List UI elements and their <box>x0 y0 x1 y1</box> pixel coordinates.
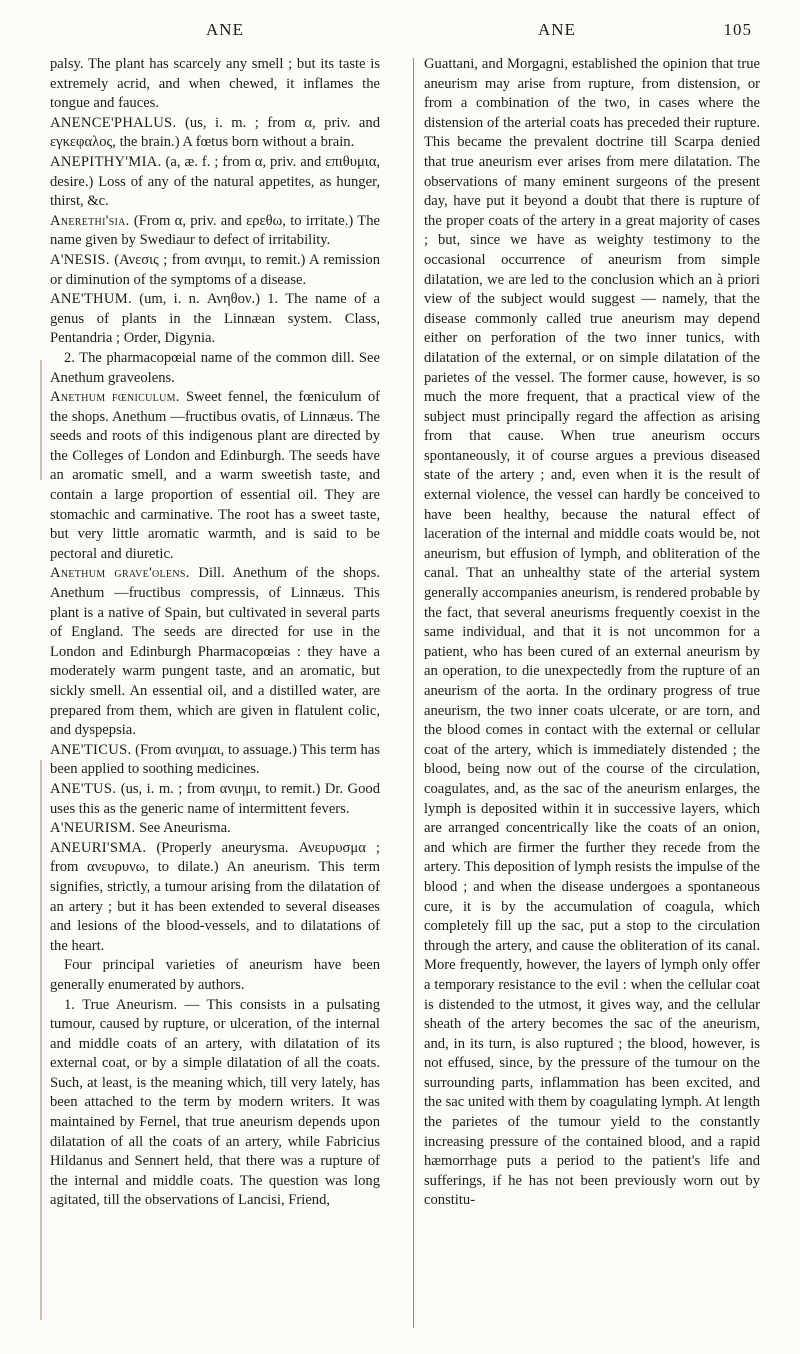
dictionary-entry <box>50 996 380 1212</box>
entry-headword: A'NEURISM. <box>50 820 136 837</box>
column-rule <box>413 58 414 1328</box>
page-edge-mark <box>40 360 42 480</box>
continued-text <box>50 55 380 114</box>
entry-text: 1. True Aneurism. — This consists in a pulsating tumour, caused by rupture, or ulceration, of the internal and middle coats of an artery, with dilatation of its external coat, or by a simple dilatation of all the coats. Such, at least, is the meaning which, till very lately, has been attached to the term by modern writers. It was maintained by Fernel, that true aneurism depends upon dilatation of all the coats of an artery, while Fabricius Hildanus and Sennert held, that there was a rupture of the internal and middle coats. The question was long agitated, till the observations of Lancisi, Friend, <box>50 996 380 1209</box>
dictionary-entry <box>50 780 380 819</box>
dictionary-entry <box>50 741 380 780</box>
entry-headword: ANEURI'SMA. <box>50 839 147 856</box>
dictionary-entry <box>50 819 380 839</box>
entry-text: (From ανιημαι, to assuage.) This term has been applied to soothing medicines. <box>50 741 380 778</box>
running-head-right: ANE <box>538 20 576 39</box>
entry-headword: ANE'TICUS. <box>50 741 132 758</box>
entry-text: (us, i. m. ; from ανιημι, to remit.) Dr. Good uses this as the generic name of intermittent fevers. <box>50 780 380 817</box>
entry-text: (us, i. m. ; from α, priv. and εγκεφαλος, the brain.) A fœtus born without a brain. <box>50 114 380 151</box>
dictionary-entry <box>50 839 380 957</box>
entry-headword: ANEPITHY'MIA. <box>50 153 162 170</box>
dictionary-entry <box>50 956 380 995</box>
dictionary-entry <box>50 153 380 212</box>
entry-headword: ANE'THUM. <box>50 291 132 308</box>
dictionary-entry <box>50 251 380 290</box>
dictionary-entry <box>50 388 380 564</box>
entry-text: (a, æ. f. ; from α, priv. and επιθυμια, desire.) Loss of any of the natural appetites, as hunger, thirst, &c. <box>50 153 380 210</box>
entry-headword: A'NESIS. <box>50 251 110 268</box>
right-column <box>424 55 760 1211</box>
left-column <box>50 55 380 1211</box>
dictionary-entry <box>50 114 380 153</box>
dictionary-entry <box>50 290 380 349</box>
entry-text: Sweet fennel, the fœniculum of the shops. Anethum —fructibus ovatis, of Linnæus. The seeds and roots of this indigenous plant are directed by the Colleges of London and Edinburgh. The seeds have an aromatic smell, and a warm sweetish taste, and contain a large proportion of essential oil. They are stomachic and carminative. The root has a sweet taste, but very little aromatic warmth, and is said to be pectoral and diuretic. <box>50 389 380 562</box>
entry-text: See Aneurisma. <box>135 820 231 837</box>
entry-text: 2. The pharmacopœial name of the common dill. See Anethum graveolens. <box>50 349 380 386</box>
dictionary-entry <box>50 212 380 251</box>
entry-text: (um, i. n. Ανηθον.) 1. The name of a genus of plants in the Linnæan system. Class, Pentandria ; Order, Digynia. <box>50 291 380 347</box>
dictionary-entry <box>50 564 380 740</box>
entry-headword: Anethum fœniculum. <box>50 389 180 406</box>
entry-text: (Properly aneurysma. Ανευρυσμα ; from ανευρυνω, to dilate.) An aneurism. This term signifies, strictly, a tumour arising from the dilatation of an artery ; but it has been extended to several diseases and lesions of the blood-vessels, and to dilatations of the heart. <box>50 839 380 954</box>
entry-headword: Anethum grave'olens. <box>50 565 190 582</box>
entry-text: Dill. Anethum of the shops. Anethum —fructibus compressis, of Linnæus. This plant is a native of Spain, but cultivated in several parts of England. The seeds are directed for use in the London and Edinburgh Pharmacopœias : they have a moderately warm pungent taste, and an aromatic, but sickly smell. An essential oil, and a distilled water, are prepared from them, which are given in flatulent colic, and dyspepsia. <box>50 565 380 739</box>
entry-text: palsy. The plant has scarcely any smell ; but its taste is extremely acrid, and when chewed, it inflames the tongue and fauces. <box>50 56 380 112</box>
entry-text: (From α, priv. and ερεθω, to irritate.) The name given by Swediaur to defect of irritability. <box>50 212 380 249</box>
entry-headword: Anerethi'sia. <box>50 212 130 229</box>
entry-headword: ANE'TUS. <box>50 780 117 797</box>
page-number: 105 <box>723 20 752 39</box>
running-head-left: ANE <box>206 20 244 39</box>
running-head <box>60 20 752 46</box>
entry-text: (Ανεσις ; from ανιημι, to remit.) A remission or diminution of the symptoms of a disease. <box>50 251 380 288</box>
entry-text: Guattani, and Morgagni, established the opinion that true aneurism may arise from rupture, from distension, or from a combination of the two, in cases where the distension of the arterial coats has preceded their rupture. This became the prevalent doctrine till Scarpa denied that true aneurism ever arises from mere dilatation. The observations of many eminent surgeons of the present day, have put it beyond a doubt that there is rupture of the proper coats of the artery in a great majority of cases ; but, since we have as weighty testimony to the occasional occurrence of aneurism from simple dilatation, we are led to the conclusion which an à priori view of the subject would suggest — namely, that the disease commonly called true aneurism may depend either on perforation of the two inner tunics, with dilatation of the external, or on simple dilatation of the parietes of the vessel. The former cause, however, is so much the more frequent, that a practical view of the subject must principally regard the affection as arising from that cause. When true aneurism occurs spontaneously, it of course argues a previous diseased state of the artery ; and, even when it is the result of external violence, the vessel can hardly be conceived to have been healthy, because the natural effect of laceration of the internal and middle coats would be, not aneurism, but effusion of lymph, and obliteration of the canal. That an unhealthy state of the arterial system generally accompanies aneurism, is rendered probable by the fact, that several aneurisms frequently coexist in the same individual, and that it is not uncommon for a patient, who has been cured of an external aneurism by an operation, to die unexpectedly from the rupture of an aneurism of the aorta. In the ordinary progress of true aneurism, the two inner coats ulcerate, or are torn, and the blood comes in contact with the external or cellular coat of the artery, which is immediately distended ; the blood, being now out of the course of the circulation, coagulates, and, as the sac of the aneurism enlarges, the lymph is deposited within it in successive layers, which are arranged concentrically like the coats of an onion, and which are firmer the further they recede from the artery. This deposition of lymph resists the impulse of the blood ; and when the disease undergoes a spontaneous cure, it is by the accumulation of coagula, which completely fill up the sac, put a stop to the circulation through the artery, and cause the obliteration of its canal. More frequently, however, the layers of lymph only offer a temporary resistance to the evil : when the cellular coat is distended to the utmost, it gives way, and the cellular sheath of the artery becomes the sac of the aneurism, and, in its turn, is also ruptured ; the blood, however, is not effused, since, by the pressure of the tumour on the surrounding parts, inflammation has been excited, and the sac united with them by coagulating lymph. At length the parietes of the tumour yield to the constantly increasing pressure of the contained blood, and a rapid hæmorrhage puts a period to the patient's life and sufferings, if he has not been previously worn out by constitu- <box>424 56 761 1209</box>
continued-text <box>424 55 760 1211</box>
entry-text: Four principal varieties of aneurism have been generally enumerated by authors. <box>50 957 380 993</box>
entry-headword: ANENCE'PHALUS. <box>50 114 177 131</box>
dictionary-entry <box>50 349 380 388</box>
page-edge-mark <box>40 760 42 1320</box>
